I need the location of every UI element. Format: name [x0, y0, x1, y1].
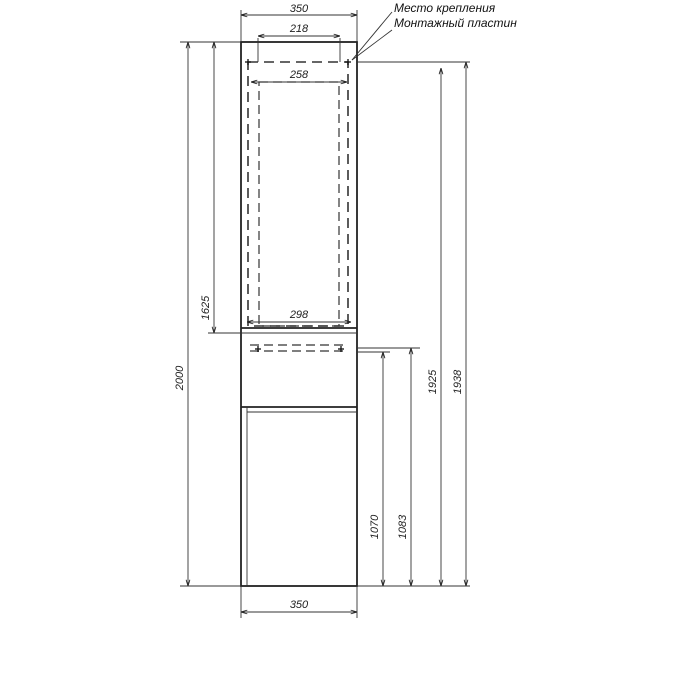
dim-total-height-label: 2000 [174, 365, 186, 391]
annotation-line-1: Место крепления [394, 1, 496, 15]
dim-height-1925-label: 1925 [427, 369, 439, 395]
dim-upper-height-label: 1625 [200, 295, 212, 321]
dim-height-1070-label: 1070 [369, 514, 381, 540]
mount-point-top-right [345, 59, 351, 65]
dim-height-1938-label: 1938 [452, 369, 464, 395]
dim-inner-width-label: 258 [289, 69, 309, 81]
mount-point-top-left [245, 59, 251, 65]
dim-bottom-width [241, 586, 357, 618]
dim-height-1083 [357, 348, 420, 586]
annotation-line-2: Монтажный пластин [394, 16, 517, 30]
mounting-annotation [352, 1, 517, 60]
dim-height-1938 [357, 62, 470, 586]
dim-shelf-width [247, 309, 351, 322]
dim-height-1070 [357, 352, 390, 586]
dim-upper-height [200, 42, 241, 333]
dim-bottom-width-label: 350 [289, 599, 309, 611]
dim-height-1925 [357, 62, 470, 586]
dim-shelf-width-label: 298 [289, 309, 309, 321]
dim-top-width-label: 350 [289, 3, 309, 15]
dim-mount-width-upper-label: 218 [289, 23, 309, 35]
dim-height-1083-label: 1083 [397, 514, 409, 540]
dim-inner-width [251, 69, 347, 82]
